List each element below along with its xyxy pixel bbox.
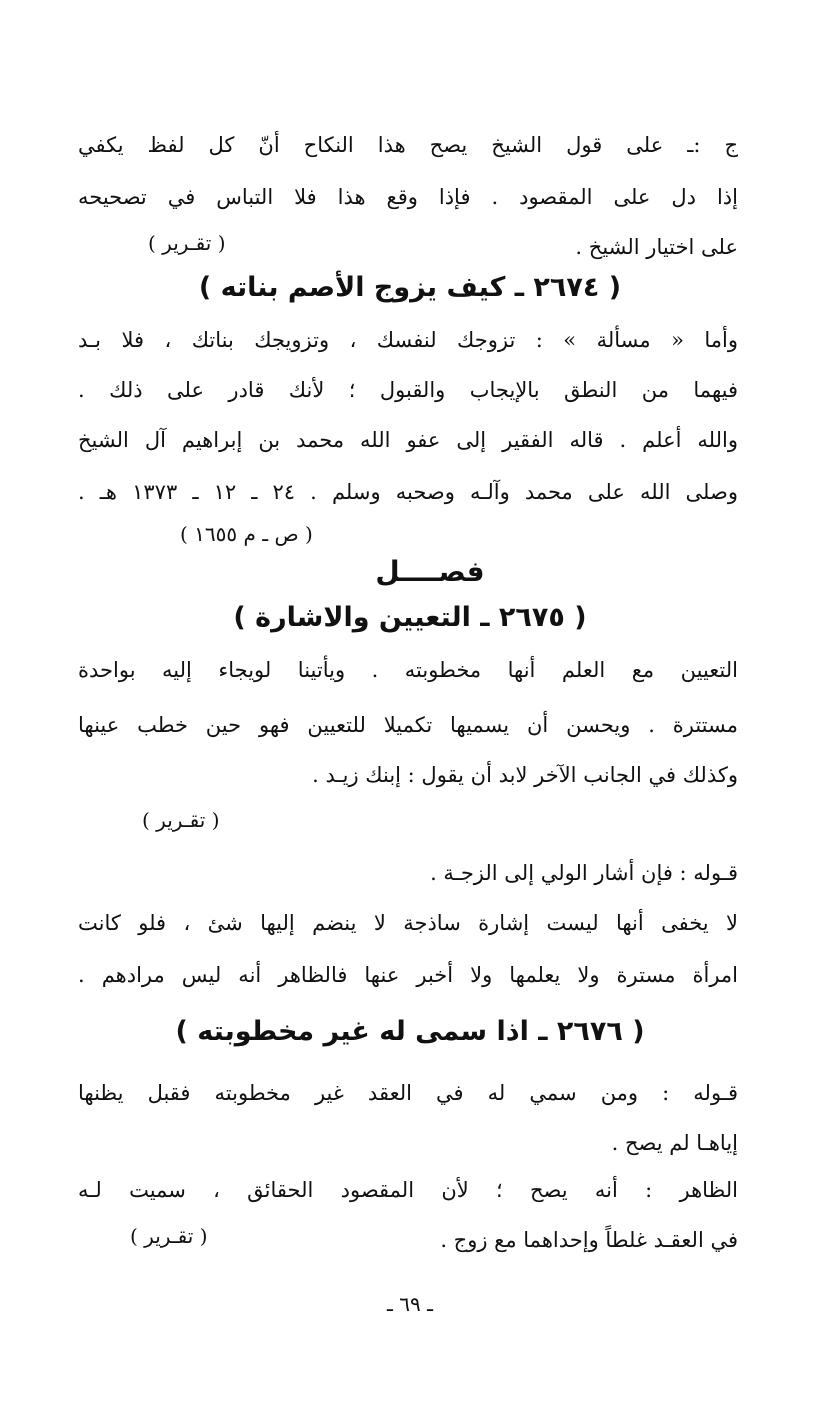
text-line: إذا دل على المقصود . فإذا وقع هذا فلا التباس في تصحيحه bbox=[78, 185, 738, 209]
source-note: ( تقـرير ) bbox=[130, 1224, 208, 1248]
text-line: وصلى الله على محمد وآلـه وصحبه وسلم . ٢٤ ـ ١٢ ـ ١٣٧٣ هـ . bbox=[78, 480, 738, 504]
chapter-heading: فصــــل bbox=[375, 555, 485, 588]
text-line: وأما « مسألة » : تزوجك لنفسك ، وتزويجك بناتك ، فلا بـد bbox=[78, 328, 738, 352]
text-line: في العقـد غلطاً وإحداهما مع زوج . bbox=[440, 1228, 738, 1252]
text-line: قـوله : فإن أشار الولي إلى الزجـة . bbox=[430, 861, 738, 885]
section-heading: ( ٢٦٧٦ ـ اذا سمى له غير مخطوبته ) bbox=[175, 1016, 645, 1047]
text-line: إياهـا لم يصح . bbox=[611, 1131, 738, 1155]
section-heading: ( ٢٦٧٤ ـ كيف يزوج الأصم بناته ) bbox=[198, 272, 622, 303]
text-line: الظاهر : أنه يصح ؛ لأن المقصود الحقائق ، سميت لـه bbox=[78, 1178, 738, 1202]
source-note: ( تقـرير ) bbox=[142, 808, 220, 832]
text-line: لا يخفى أنها ليست إشارة ساذجة لا ينضم إليها شئ ، فلو كانت bbox=[78, 911, 738, 935]
text-line: التعيين مع العلم أنها مخطوبته . ويأتينا لويجاء إليه بواحدة bbox=[78, 658, 738, 682]
text-line: مستترة . ويحسن أن يسميها تكميلا للتعيين فهو حين خطب عينها bbox=[78, 713, 738, 737]
page-number: ـ ٦٩ ـ bbox=[387, 1292, 433, 1316]
text-line: امرأة مسترة ولا يعلمها ولا أخبر عنها فالظاهر أنه ليس مرادهم . bbox=[78, 963, 738, 987]
section-heading: ( ٢٦٧٥ ـ التعيين والاشارة ) bbox=[233, 602, 587, 633]
text-line: والله أعلم . قاله الفقير إلى عفو الله محمد بن إبراهيم آل الشيخ bbox=[78, 428, 738, 452]
source-note: ( تقـرير ) bbox=[148, 231, 226, 255]
text-line: ج :ـ على قول الشيخ يصح هذا النكاح أنّ كل لفظ يكفي bbox=[78, 133, 738, 157]
text-line: فيهما من النطق بالإيجاب والقبول ؛ لأنك قادر على ذلك . bbox=[78, 378, 738, 402]
text-line: وكذلك في الجانب الآخر لابد أن يقول : إبنك زيـد . bbox=[312, 763, 738, 787]
source-note: ( ص ـ م ١٦٥٥ ) bbox=[180, 522, 313, 546]
text-line: قـوله : ومن سمي له في العقد غير مخطوبته فقبل يظنها bbox=[78, 1081, 738, 1105]
text-line: على اختيار الشيخ . bbox=[575, 235, 738, 259]
